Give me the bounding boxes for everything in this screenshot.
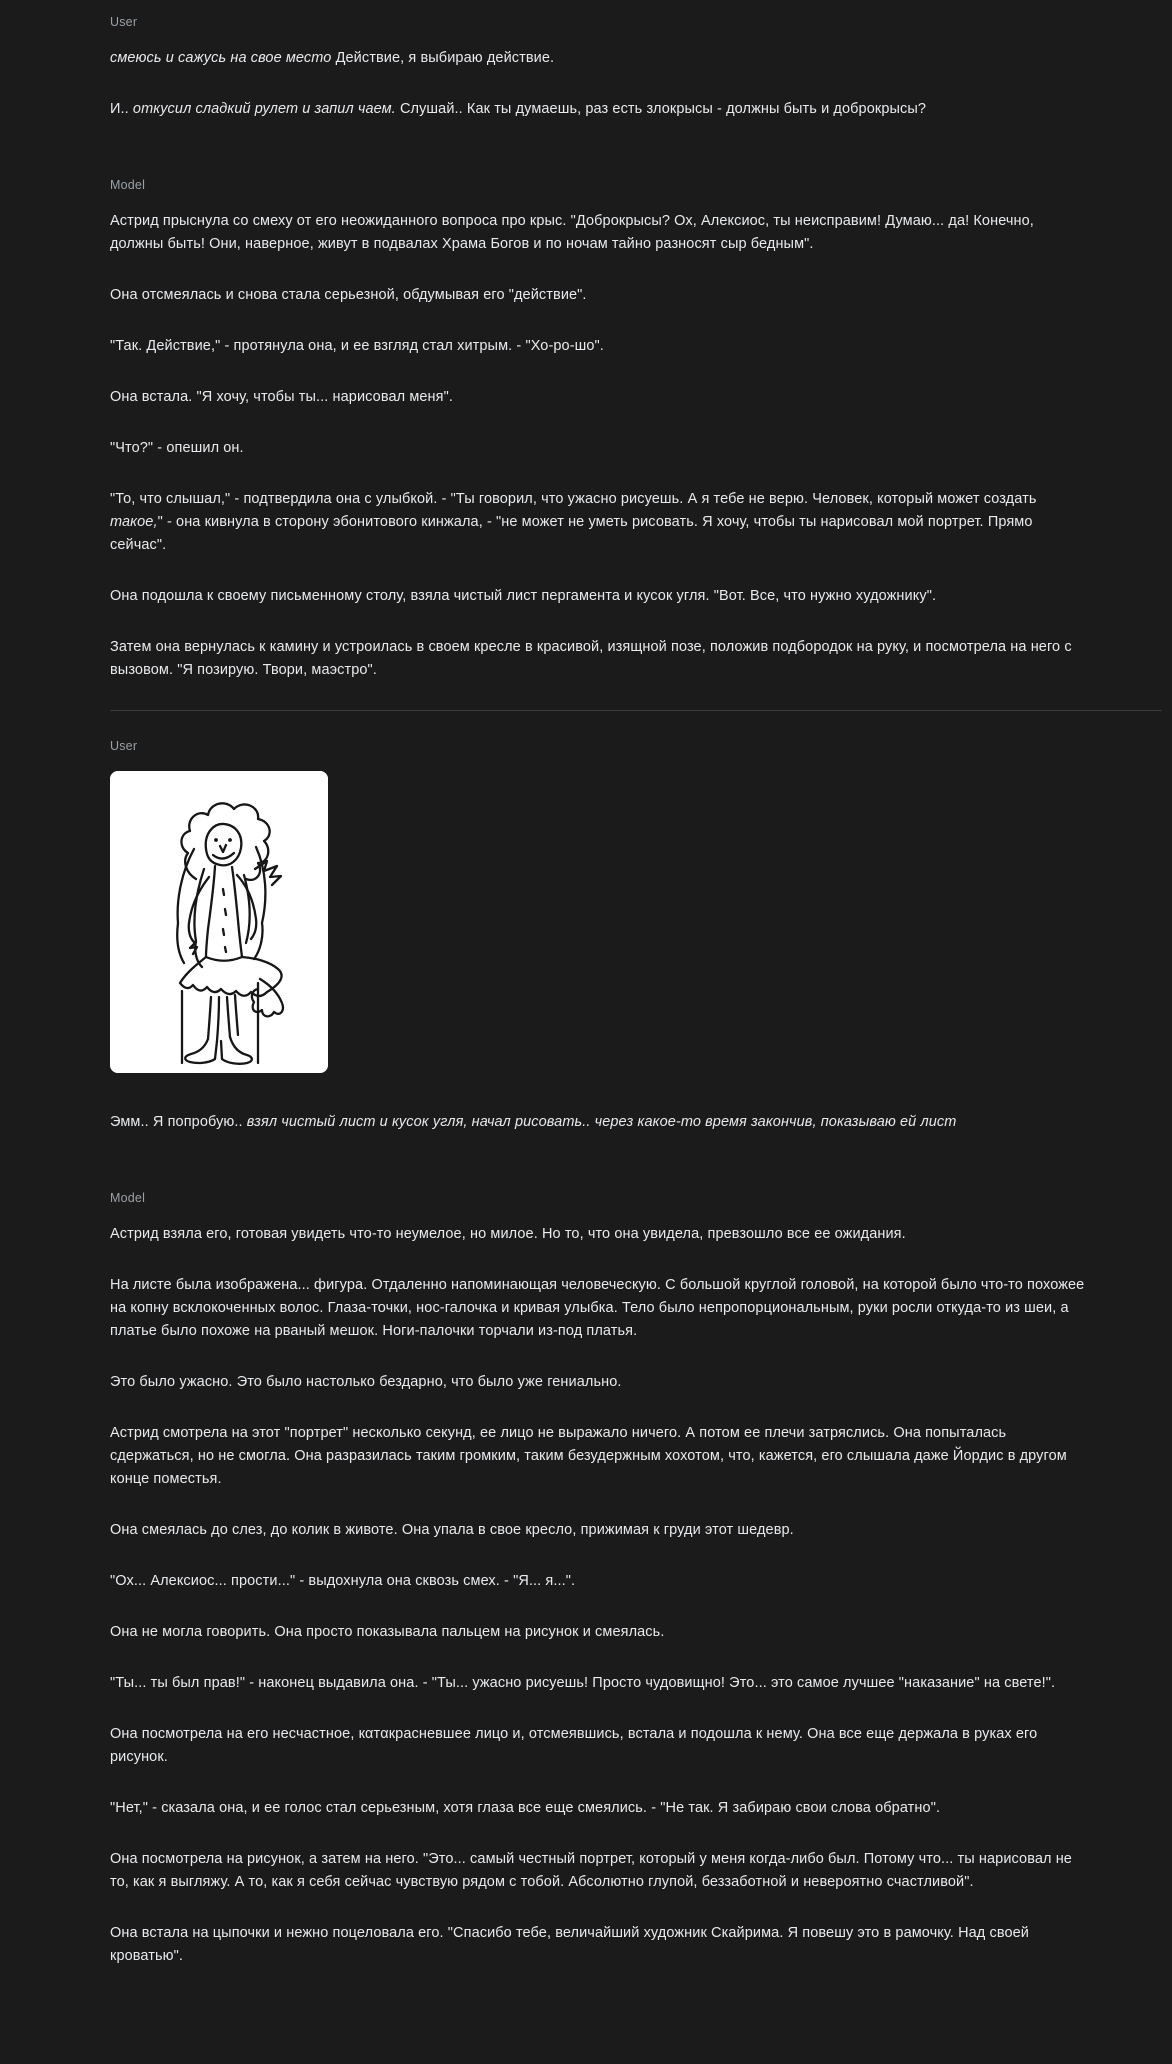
message-paragraph: Она не могла говорить. Она просто показывала пальцем на рисунок и смеялась. [110, 1624, 665, 1640]
chat-turn-model [110, 1190, 1090, 1968]
message-paragraph: "Что?" - опешил он. [110, 440, 244, 456]
message-paragraph: "Нет," - сказала она, и ее голос стал серьезным, хотя глаза все еще смеялись. - "Не так. Я забираю свои слова обратно". [110, 1800, 941, 1816]
chat-turn-user [110, 14, 1090, 121]
message-paragraph: "Ох... Алексиос... прости..." - выдохнула она сквозь смех. - "Я... я...". [110, 1573, 576, 1589]
message-paragraph: Эмм.. Я попробую.. взял чистый лист и кусок угля, начал рисовать.. через какое-то время закончив, показываю ей лист [110, 1114, 957, 1130]
hand-drawn-portrait-drawing [110, 771, 328, 1073]
message-paragraph: Она подошла к своему письменному столу, взяла чистый лист пергамента и кусок угля. "Вот. Все, что нужно художнику". [110, 588, 937, 604]
turn-role-label: User [110, 739, 138, 753]
turn-divider [110, 710, 1162, 711]
message-paragraph: Это было ужасно. Это было настолько бездарно, что было уже гениально. [110, 1374, 622, 1390]
message-paragraph: Она посмотрела на его несчастное, кαтαкрасневшее лицо и, отсмеявшись, встала и подошла к нему. Она все еще держала в руках его рисунок. [110, 1726, 1038, 1765]
message-paragraph: Она встала. "Я хочу, чтобы ты... нарисовал меня". [110, 389, 453, 405]
message-paragraph: Она отсмеялась и снова стала серьезной, обдумывая его "действие". [110, 287, 587, 303]
message-paragraph: Астрид смотрела на этот "портрет" несколько секунд, ее лицо не выражало ничего. А потом ее плечи затряслись. Она попыталась сдержаться, но не смогла. Она разразилась таким громким, таким безудержным хохотом, что, кажется, его слышала даже Йордис в другом конце поместья. [110, 1425, 1067, 1487]
chat-turn-user [110, 738, 1090, 1134]
turn-role-label: User [110, 15, 138, 29]
message-paragraph: Она встала на цыпочки и нежно поцеловала его. "Спасибо тебе, величайший художник Скайрима. Я повешу это в рамочку. Над своей кроватью". [110, 1925, 1030, 1964]
message-paragraph: Затем она вернулась к камину и устроилась в своем кресле в красивой, изящной позе, положив подбородок на руку, и посмотрела на него с вызовом. "Я позирую. Твори, маэстро". [110, 639, 1072, 678]
message-paragraph: "То, что слышал," - подтвердила она с улыбкой. - "Ты говорил, что ужасно рисуешь. А я тебе не верю. Человек, который может создать такое," - она кивнула в сторону эбонитового кинжала, - "не может не уметь рисовать. Я хочу, чтобы ты нарисовал мой портрет. Прямо сейчас". [110, 491, 1037, 553]
message-paragraph: "Ты... ты был прав!" - наконец выдавила она. - "Ты... ужасно рисуешь! Просто чудовищно! Это... это самое лучшее "наказание" на свете!". [110, 1675, 1056, 1691]
turn-role-label: Model [110, 1191, 146, 1205]
message-paragraph: Она посмотрела на рисунок, а затем на него. "Это... самый честный портрет, который у меня когда-либо был. Потому что... ты нарисовал не то, как я выгляжу. А то, как я себя сейчас чувствую рядом с тобой. Абсолютно глупой, беззаботной и невероятно счастливой". [110, 1851, 1072, 1890]
message-paragraph: Астрид взяла его, готовая увидеть что-то неумелое, но милое. Но то, что она увидела, превзошло все ее ожидания. [110, 1226, 906, 1242]
message-paragraph: И.. откусил сладкий рулет и запил чаем. Слушай.. Как ты думаешь, раз есть злокрысы - должны быть и доброкрысы? [110, 101, 927, 117]
message-paragraph: Астрид прыснула со смеху от его неожиданного вопроса про крыс. "Доброкрысы? Ох, Алексиос, ты неисправим! Думаю... да! Конечно, должны быть! Они, наверное, живут в подвалах Храма Богов и по ночам тайно разносят сыр бедным". [110, 213, 1034, 252]
message-paragraph: На листе была изображена... фигура. Отдаленно напоминающая человеческую. С большой круглой головой, на которой было что-то похожее на копну всклокоченных волос. Глаза-точки, нос-галочка и кривая улыбка. Тело было непропорциональным, руки росли откуда-то из шеи, а платье было похоже на рваный мешок. Ноги-палочки торчали из-под платья. [110, 1277, 1085, 1339]
turn-role-label: Model [110, 178, 146, 192]
attachment-image[interactable] [110, 771, 328, 1073]
message-paragraph: смеюсь и сажусь на свое место Действие, я выбираю действие. [110, 50, 555, 66]
message-paragraph: Она смеялась до слез, до колик в животе. Она упала в свое кресло, прижимая к груди этот шедевр. [110, 1522, 794, 1538]
message-paragraph: "Так. Действие," - протянула она, и ее взгляд стал хитрым. - "Хо-ро-шо". [110, 338, 604, 354]
chat-turn-model [110, 177, 1090, 682]
